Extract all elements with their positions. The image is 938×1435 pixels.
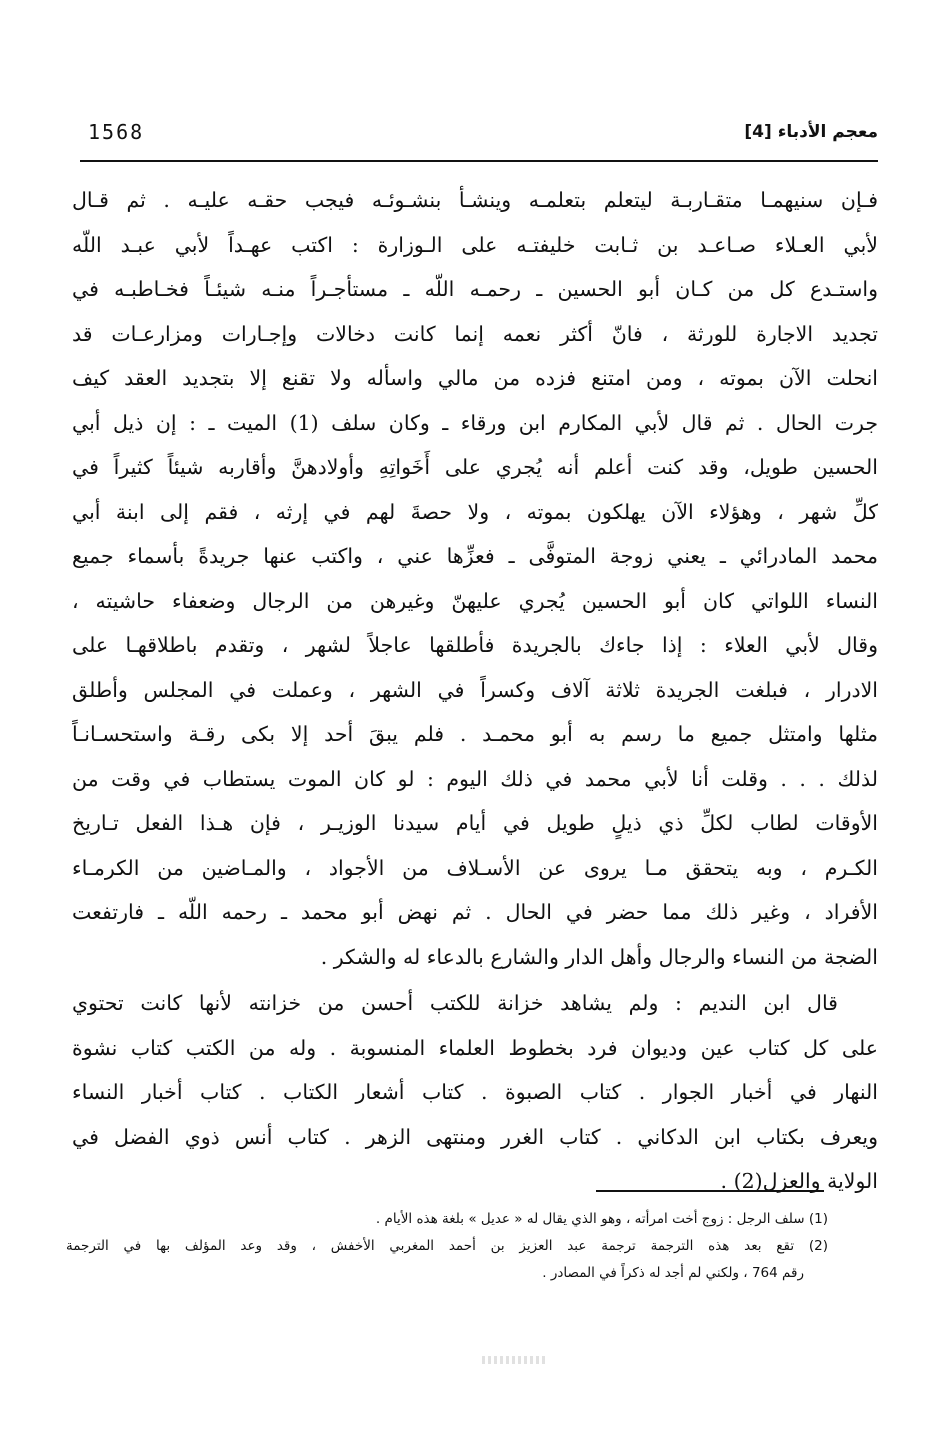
text-line: الكـرم ، وبه يتحقق مـا يروى عن الأسـلاف من الأجواد ، والمـاضين من الكرمـاء (72, 855, 878, 880)
text-line: وقال لأبي العلاء : إذا جاءك بالجريدة فأطلقها عاجلاً لشهر ، وتقدم باطلاقهـا على (72, 633, 878, 657)
text-line: النهار في أخبار الجوار . كتاب الصبوة . كتاب أشعار الكتاب . كتاب أخبار النساء (72, 1080, 878, 1104)
footnotes (66, 1206, 828, 1287)
text-line: محمد المادرائي ـ يعني زوجة المتوفَّى ـ فعزِّها عني ، واكتب عنها جريدةً بأسماء جميع (72, 544, 878, 568)
footnote-divider (596, 1190, 824, 1192)
text-line: تجديد الاجارة للورثة ، فانّ أكثر نعمه إنما كانت دخالات وإجـارات ومزارعـات قد (72, 321, 878, 346)
page-header (80, 118, 878, 162)
text-line: مثلها وامتثل جميع ما رسم به أبو محمـد . فلم يبقَ أحد إلا بكى رقـة واستحسـانـاً (72, 722, 878, 746)
text-line: جرت الحال . ثم قال لأبي المكارم ابن ورقاء ـ وكان سلف (1) الميت ـ : إن ذيل أبي (72, 410, 878, 435)
text-line: فـإن سنيهمـا متقـاربـة ليتعلم بتعلمـه وينشـأ بنشـوئـه فيجب حقـه عليـه . ثم قـال (72, 188, 878, 212)
text-line: الضجة من النساء والرجال وأهل الدار والشارع بالدعاء له والشكر . (320, 944, 878, 969)
text-line: واستـدع كل من كـان أبو الحسين ـ رحمـه اللّه ـ مستأجـراً منـه شيئـاً فخـاطبـه في (72, 277, 878, 301)
text-line: لذلك . . . وقلت أنا لأبي محمد في ذلك اليوم : لو كان الموت يستطاب في وقت من (72, 766, 878, 791)
text-line: كلِّ شهر ، وهؤلاء الآن يهلكون بموته ، ولا حصةَ لهم في إرثه ، فقم إلى ابنة أبي (72, 499, 878, 524)
main-text (72, 178, 878, 1204)
text-line: الأوقات لطاب لكلِّ ذي ذيلٍ طويل في أيام سيدنا الوزيـر ، فإن هـذا الفعل تـاريخ (72, 811, 878, 835)
page-number: 1568 (88, 120, 145, 144)
text-line: الأفراد ، وغير ذلك مما حضر في الحال . ثم نهض أبو محمد ـ رحمه اللّه ـ فارتفعت (72, 900, 878, 924)
scan-smudge (482, 1356, 546, 1364)
text-line: قال ابن النديم : ولم يشاهد خزانة للكتب أحسن من خزانته لأنها كانت تحتوي (72, 991, 838, 1015)
footnote-1: (1) سلف الرجل : زوج أخت امرأته ، وهو الذي يقال له « عديل » بلغة هذه الأيام . (375, 1211, 828, 1227)
footnote-2-continued: رقم 764 ، ولكني لم أجد له ذكراً في المصادر . (542, 1265, 804, 1281)
footnote-2: (2) تقع بعد هذه الترجمة ترجمة عبد العزيز بن أحمد المغربي الأخفش ، وقد وعد المؤلف بها في الترجمة (66, 1238, 828, 1254)
text-line: انحلت الآن بموته ، ومن امتنع فزده من مالي واسأله ولا تقنع إلا بتجديد العقد كيف (72, 366, 878, 390)
text-line: على كل كتاب عين وديوان فرد بخطوط العلماء المنسوبة . وله من الكتب كتاب نشوة (72, 1035, 878, 1060)
text-line: النساء اللواتي كان أبو الحسين يُجري عليهنّ وغيرهن من الرجال وضعفاء حاشيته ، (72, 588, 878, 613)
book-title: معجم الأدباء [4] (744, 122, 878, 142)
text-line: الولاية والعزل(2) . (720, 1169, 878, 1193)
text-line: الحسين طويل، وقد كنت أعلم أنه يُجري على أَخَواتِهِ وأولادهنَّ وأقاربه شيئاً كثيراً في (72, 455, 878, 479)
text-line: الادرار ، فبلغت الجريدة ثلاثة آلاف وكسراً في الشهر ، وعملت في المجلس وأطلق (72, 677, 878, 702)
text-line: ويعرف بكتاب ابن الدكاني . كتاب الغرر ومنتهى الزهر . كتاب أنس ذوي الفضل في (72, 1124, 878, 1149)
text-line: لأبي العـلاء صـاعـد بن ثـابت خليفتـه على الـوزارة : اكتب عهـداً لأبي عبـد اللّه (72, 232, 878, 257)
